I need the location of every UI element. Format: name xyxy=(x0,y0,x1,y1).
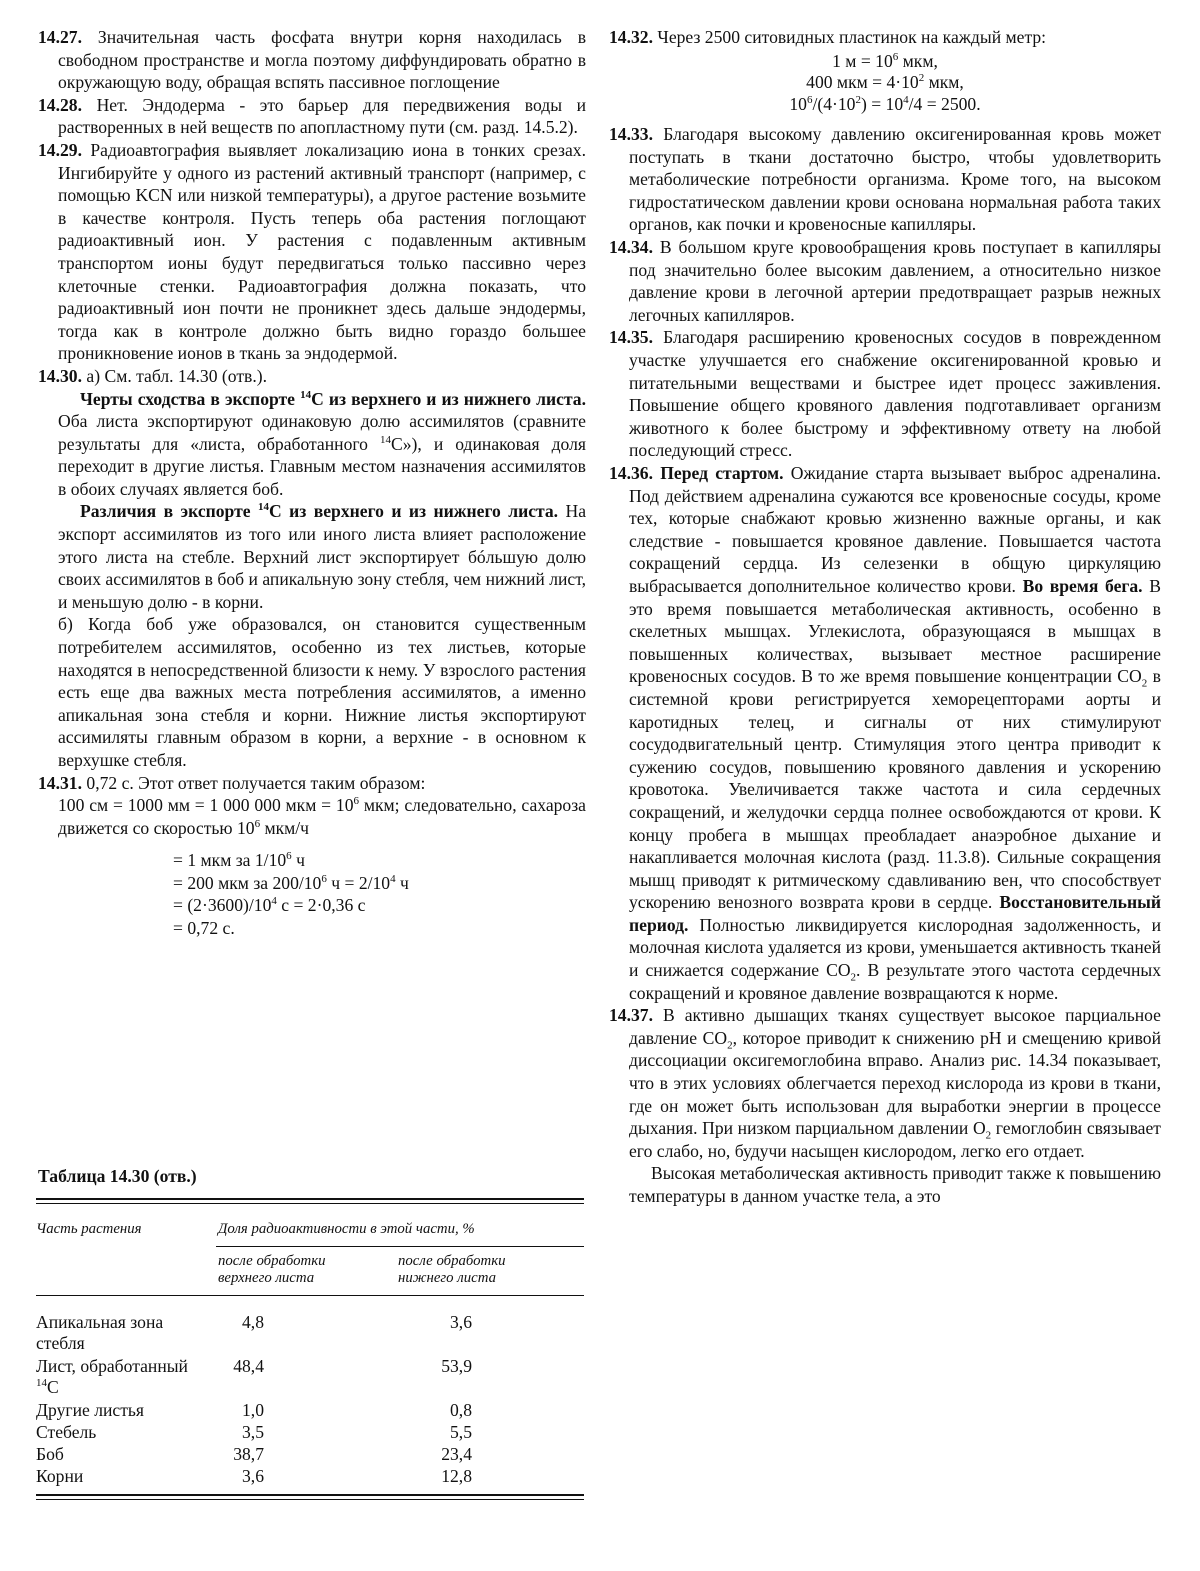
cell-upper: 3,6 xyxy=(242,1466,264,1486)
calc-line-2: 400 мкм = $4\cdot 10^2$ мкм, xyxy=(806,72,964,93)
answer-14-34 xyxy=(609,236,1161,326)
math-line-3: = $(2\cdot 3600)/10^4$ с = 2·0,36 с xyxy=(173,895,366,916)
answer-14-36: 14.36. Перед стартом. Ожидание старта вызывает выброс адреналина. Под действием адреналина сужаются все кровеносные сосуды, кроме тех, которые снабжают кровью жизненно важные органы, и как следствие - повышается кровяное давление. Повышается частота сокращений сердца. Из селезенки в общую циркуляцию выбрасывается дополнительное количество крови. Во время бега. В это время повышается метаболическая активность, особенно в скелетных мышцах. Углекислота, образующаяся в мышцах в повышенных количествах, вызывает местное расширение кровеносных сосудов. В то же время повышение концентрации $CO_2$ в системной крови регистрируется хеморецепторами аорты и каротидных телец, и сигналы от них стимулируют сосудодвигательный центр. Стимуляция этого центра приводит к сужению сосудов, повышению кровяного давления и ускорению кровотока. Увеличивается также частота и сила сердечных сокращений, и желудочки сердца полнее освобождаются от крови. К концу пробега в мышцах преобладает анаэробное дыхание и накапливается молочная кислота (разд. 11.3.8). Сильные сокращения мышц приводят к ритмическому сдавливанию вен, что способствует ускорению венозного возврата крови в сердце. Восстановительный период. Полностью ликвидируется кислородная задолженность, и молочная кислота удаляется из крови, уменьшается активность тканей и снижается содержание $CO_2$. В результате этого частота сердечных сокращений и кровяное давление возвращаются к норме. xyxy=(609,463,1162,1003)
answer-number: 14.33. xyxy=(609,124,653,145)
calculation-line: 100 см = 1000 мм = 1 000 000 мкм = $10^6$ мкм; следовательно, сахароза движется со скоростью $10^6$ мкм/ч xyxy=(58,795,586,838)
cell-upper: 38,7 xyxy=(233,1444,264,1464)
cell-lower: 3,6 xyxy=(450,1312,472,1332)
math-line-4: = 0,72 с. xyxy=(173,917,235,938)
answer-14-33 xyxy=(609,123,1161,236)
bold-phase-label: Восстановительный период. xyxy=(629,892,1161,935)
answer-number: 14.32. xyxy=(609,27,653,47)
answer-text: Радиоавтография выявляет локализацию иона в тонких срезах. Ингибируйте у одного из растений активный транспорт (например, с помощью KCN или низкой температуры), а другое растение возьмите в качестве контроля. Пусть теперь оба растения поглощают радиоактивный ион. У растения с подавленным активным транспортом ионы будут передвигаться только пассивно через клеточные стенки. Радиоавтография должна показать, что радиоактивный ион почти не проникнет здесь дальше эндодермы, тогда как в контроле должно быть видно гораздо большее проникновение ионов в ткань за эндодермой. xyxy=(58,139,587,364)
similarity-heading: Черты сходства в экспорте $^{14}$С из верхнего и из нижнего листа. xyxy=(80,388,586,409)
difference-heading: Различия в экспорте $^{14}$С из верхнего и из нижнего листа. xyxy=(80,501,559,522)
left-column xyxy=(38,26,586,939)
bold-phase-label: Во время бега. xyxy=(1022,575,1143,596)
table-row xyxy=(36,1444,584,1466)
cell-lower: 0,8 xyxy=(450,1400,472,1420)
answer-text: Благодаря расширению кровеносных сосудов в поврежденном участке улучшается его снабжение оксигенированной кровью и питательными веществами и быстрее идет процесс заживления. Повышение общего кровяного давления подготавливает организм животного к более быстрому и эффективному ответу на любой последующий стресс. xyxy=(629,327,1161,461)
math-line-1: = 1 мкм за $1/10^6$ ч xyxy=(173,850,305,871)
similarity-paragraph: Черты сходства в экспорте $^{14}$С из верхнего и из нижнего листа. Оба листа экспортируют одинаковую долю ассимилятов (сравните результаты для «листа, обработанного $^{14}$С»), и одинаковая доля переходит в другие листья. Главным местом назначения ассимилятов в обоих случаях является боб. xyxy=(58,388,586,499)
cell-upper: 48,4 xyxy=(233,1356,264,1376)
math-line-2: = 200 мкм за $200/10^6$ $ч = 2/10^4$ ч xyxy=(173,872,409,893)
answer-text: Нет. Эндодерма - это барьер для передвижения воды и растворенных в ней веществ по апопластному пути (см. разд. 14.5.2). xyxy=(58,94,586,138)
table-row xyxy=(36,1356,584,1400)
row-label: Апикальная зона стебля xyxy=(36,1312,164,1353)
cell-upper: 3,5 xyxy=(242,1422,264,1442)
subheader-upper: после обработки верхнего листа xyxy=(218,1253,326,1286)
table-row xyxy=(36,1400,584,1422)
row-label: Другие листья xyxy=(36,1400,145,1420)
answer-14-28 xyxy=(38,94,586,139)
cell-lower: 53,9 xyxy=(441,1356,472,1376)
calc-line-3: $10^6/(4\cdot 10^2) = 10^4/4 = 2500$. xyxy=(789,93,981,114)
answer-text: В большом круге кровообращения кровь поступает в капилляры под значительно более высоким давлением, а относительно низкое давление крови в легочной артерии предотвращает разрыв нежных легочных капилляров. xyxy=(629,237,1161,325)
answer-text: Благодаря высокому давлению оксигенированная кровь может поступать в ткани достаточно быстро, чтобы удовлетворить метаболические потребности организма. Кроме того, на высоком гидростатическом давлении крови основана нормальная работа таких органов, как почки и кровеносные капилляры. xyxy=(629,124,1161,235)
row-label: Лист, обработанный $^{14}$С xyxy=(36,1356,188,1397)
answer-14-30 xyxy=(38,365,586,388)
answer-text: Значительная часть фосфата внутри корня находилась в свободном пространстве и могла поэтому диффундировать обратно в окружающую воду, обращая вспять пассивное поглощение xyxy=(58,27,586,93)
answer-14-32 xyxy=(609,26,1161,49)
table-bottom-rule xyxy=(36,1494,584,1500)
final-paragraph: Высокая метаболическая активность приводит также к повышению температуры в данном участке тела, а это xyxy=(629,1163,1161,1206)
answer-number: 14.36. xyxy=(609,463,653,483)
table-row xyxy=(36,1312,584,1356)
answer-text: Через 2500 ситовидных пластинок на каждый метр: xyxy=(657,27,1047,47)
cell-lower: 5,5 xyxy=(450,1422,472,1442)
row-label: Корни xyxy=(36,1466,84,1486)
table-subheader xyxy=(36,1249,584,1295)
answer-number: 14.31. xyxy=(38,772,82,793)
calculation-block xyxy=(609,51,1161,116)
table-14-30 xyxy=(36,1198,584,1500)
col-header-part: Часть растения xyxy=(36,1221,142,1237)
answer-number: 14.27. xyxy=(38,27,82,47)
answer-14-35 xyxy=(609,326,1161,462)
answer-text: а) См. табл. 14.30 (отв.). xyxy=(86,365,267,386)
row-label: Боб xyxy=(36,1444,64,1464)
answer-14-27 xyxy=(38,26,586,94)
calc-line-1: 1 $м = 10^6$ мкм, xyxy=(832,50,938,71)
answer-14-30-b: б) Когда боб уже образовался, он становится существенным потребителем ассимилятов, особенно из тех листьев, которые находятся в непосредственной близости к нему. У взрослого растения есть еще два важных места потребления ассимилятов, а именно апикальная зона стебля и корни. Нижние листья экспортируют ассимиляты главным образом в корни, а верхние - в основном к верхушке стебля. xyxy=(58,614,586,770)
answer-number: 14.28. xyxy=(38,94,82,115)
right-column xyxy=(609,26,1161,1208)
cell-upper: 1,0 xyxy=(242,1400,264,1420)
answer-number: 14.29. xyxy=(38,139,82,160)
cell-lower: 23,4 xyxy=(441,1444,472,1464)
answer-number: 14.30. xyxy=(38,365,82,386)
col-header-group: Доля радиоактивности в этой части, % xyxy=(218,1221,475,1237)
cell-lower: 12,8 xyxy=(441,1466,472,1486)
answer-14-37: 14.37. В активно дышащих тканях существует высокое парциальное давление $CO_2$, которое приводит к снижению pH и смещению кривой диссоциации оксигемоглобина вправо. Анализ рис. 14.34 показывает, что в этих условиях облегчается переход кислорода из крови в ткани, где он может быть использован для выработки энергии в процессе дыхания. При низком парциальном давлении $O_2$ гемоглобин связывает его слабо, но, будучи насыщен кислородом, легко его отдает. xyxy=(609,1005,1161,1161)
answer-number: 14.35. xyxy=(609,327,653,348)
answer-14-29 xyxy=(38,139,586,365)
table-row xyxy=(36,1466,584,1488)
cell-upper: 4,8 xyxy=(242,1312,264,1332)
answer-number: 14.34. xyxy=(609,237,653,258)
answer-number: 14.37. xyxy=(609,1005,653,1026)
row-label: Стебель xyxy=(36,1422,97,1442)
subheader-lower: после обработки нижнего листа xyxy=(398,1253,506,1286)
answer-14-31 xyxy=(38,772,586,795)
difference-paragraph: Различия в экспорте $^{14}$С из верхнего и из нижнего листа. На экспорт ассимилятов из того или иного листа влияет расположение этого листа на стебле. Верхний лист экспортирует бóльшую долю своих ассимилятов в боб и апикальную зону стебля, чем нижний лист, и меньшую долю - в корни. xyxy=(58,501,587,612)
table-header xyxy=(36,1204,584,1246)
table-row xyxy=(36,1422,584,1444)
table-caption: Таблица 14.30 (отв.) xyxy=(38,1166,197,1186)
bold-phase-label: Перед стартом. xyxy=(660,463,784,483)
answer-text: 0,72 с. Этот ответ получается таким образом: xyxy=(86,772,426,793)
